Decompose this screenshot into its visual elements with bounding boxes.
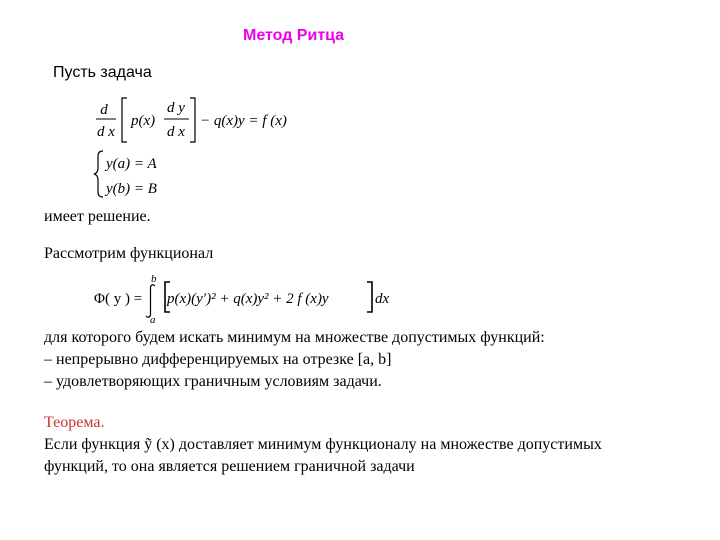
integral-upper-limit: b xyxy=(151,273,157,285)
theorem-label: Теорема. xyxy=(44,414,105,431)
theorem-line-2: функций, то она является решением граничной задачи xyxy=(44,458,415,475)
differential-equation xyxy=(94,96,314,146)
intro-text: Пусть задача xyxy=(53,64,152,81)
slide-title: Метод Ритца xyxy=(243,27,345,44)
integral-lower-limit: a xyxy=(150,314,156,326)
outer-derivative-numerator: d xyxy=(100,102,108,118)
boundary-condition-line: – удовлетворяющих граничным условиям задачи. xyxy=(44,373,382,390)
boundary-conditions xyxy=(94,148,214,200)
integral-sign xyxy=(146,285,155,318)
boundary-line-2: y(b) = B xyxy=(106,181,157,197)
p-of-x: p(x) xyxy=(131,113,156,129)
right-bracket xyxy=(190,98,195,142)
functional-lhs: Φ( y ) = xyxy=(94,291,143,307)
inner-derivative-denominator: d x xyxy=(167,124,185,140)
consider-text: Рассмотрим функционал xyxy=(44,245,214,262)
continuity-condition: – непрерывно дифференцируемых на отрезке [a, b] xyxy=(44,351,392,368)
has-solution-text: имеет решение. xyxy=(44,208,151,225)
functional-body: p(x)(y′)² + q(x)y² + 2 f (x)y xyxy=(167,291,329,307)
functional-right-bracket xyxy=(367,282,372,312)
boundary-line-1: y(a) = A xyxy=(106,156,157,172)
inner-derivative-numerator: d y xyxy=(167,100,185,116)
functional-dx: dx xyxy=(375,291,390,307)
left-bracket xyxy=(122,98,127,142)
system-brace xyxy=(94,151,103,197)
equation-rest: − q(x)y = f (x) xyxy=(200,113,287,129)
minimum-text: для которого будем искать минимум на множестве допустимых функций: xyxy=(44,329,545,346)
functional-formula xyxy=(94,270,394,324)
outer-derivative-denominator: d x xyxy=(97,124,115,140)
theorem-line-1: Если функция ỹ (x) доставляет минимум функционалу на множестве допустимых xyxy=(44,436,602,453)
